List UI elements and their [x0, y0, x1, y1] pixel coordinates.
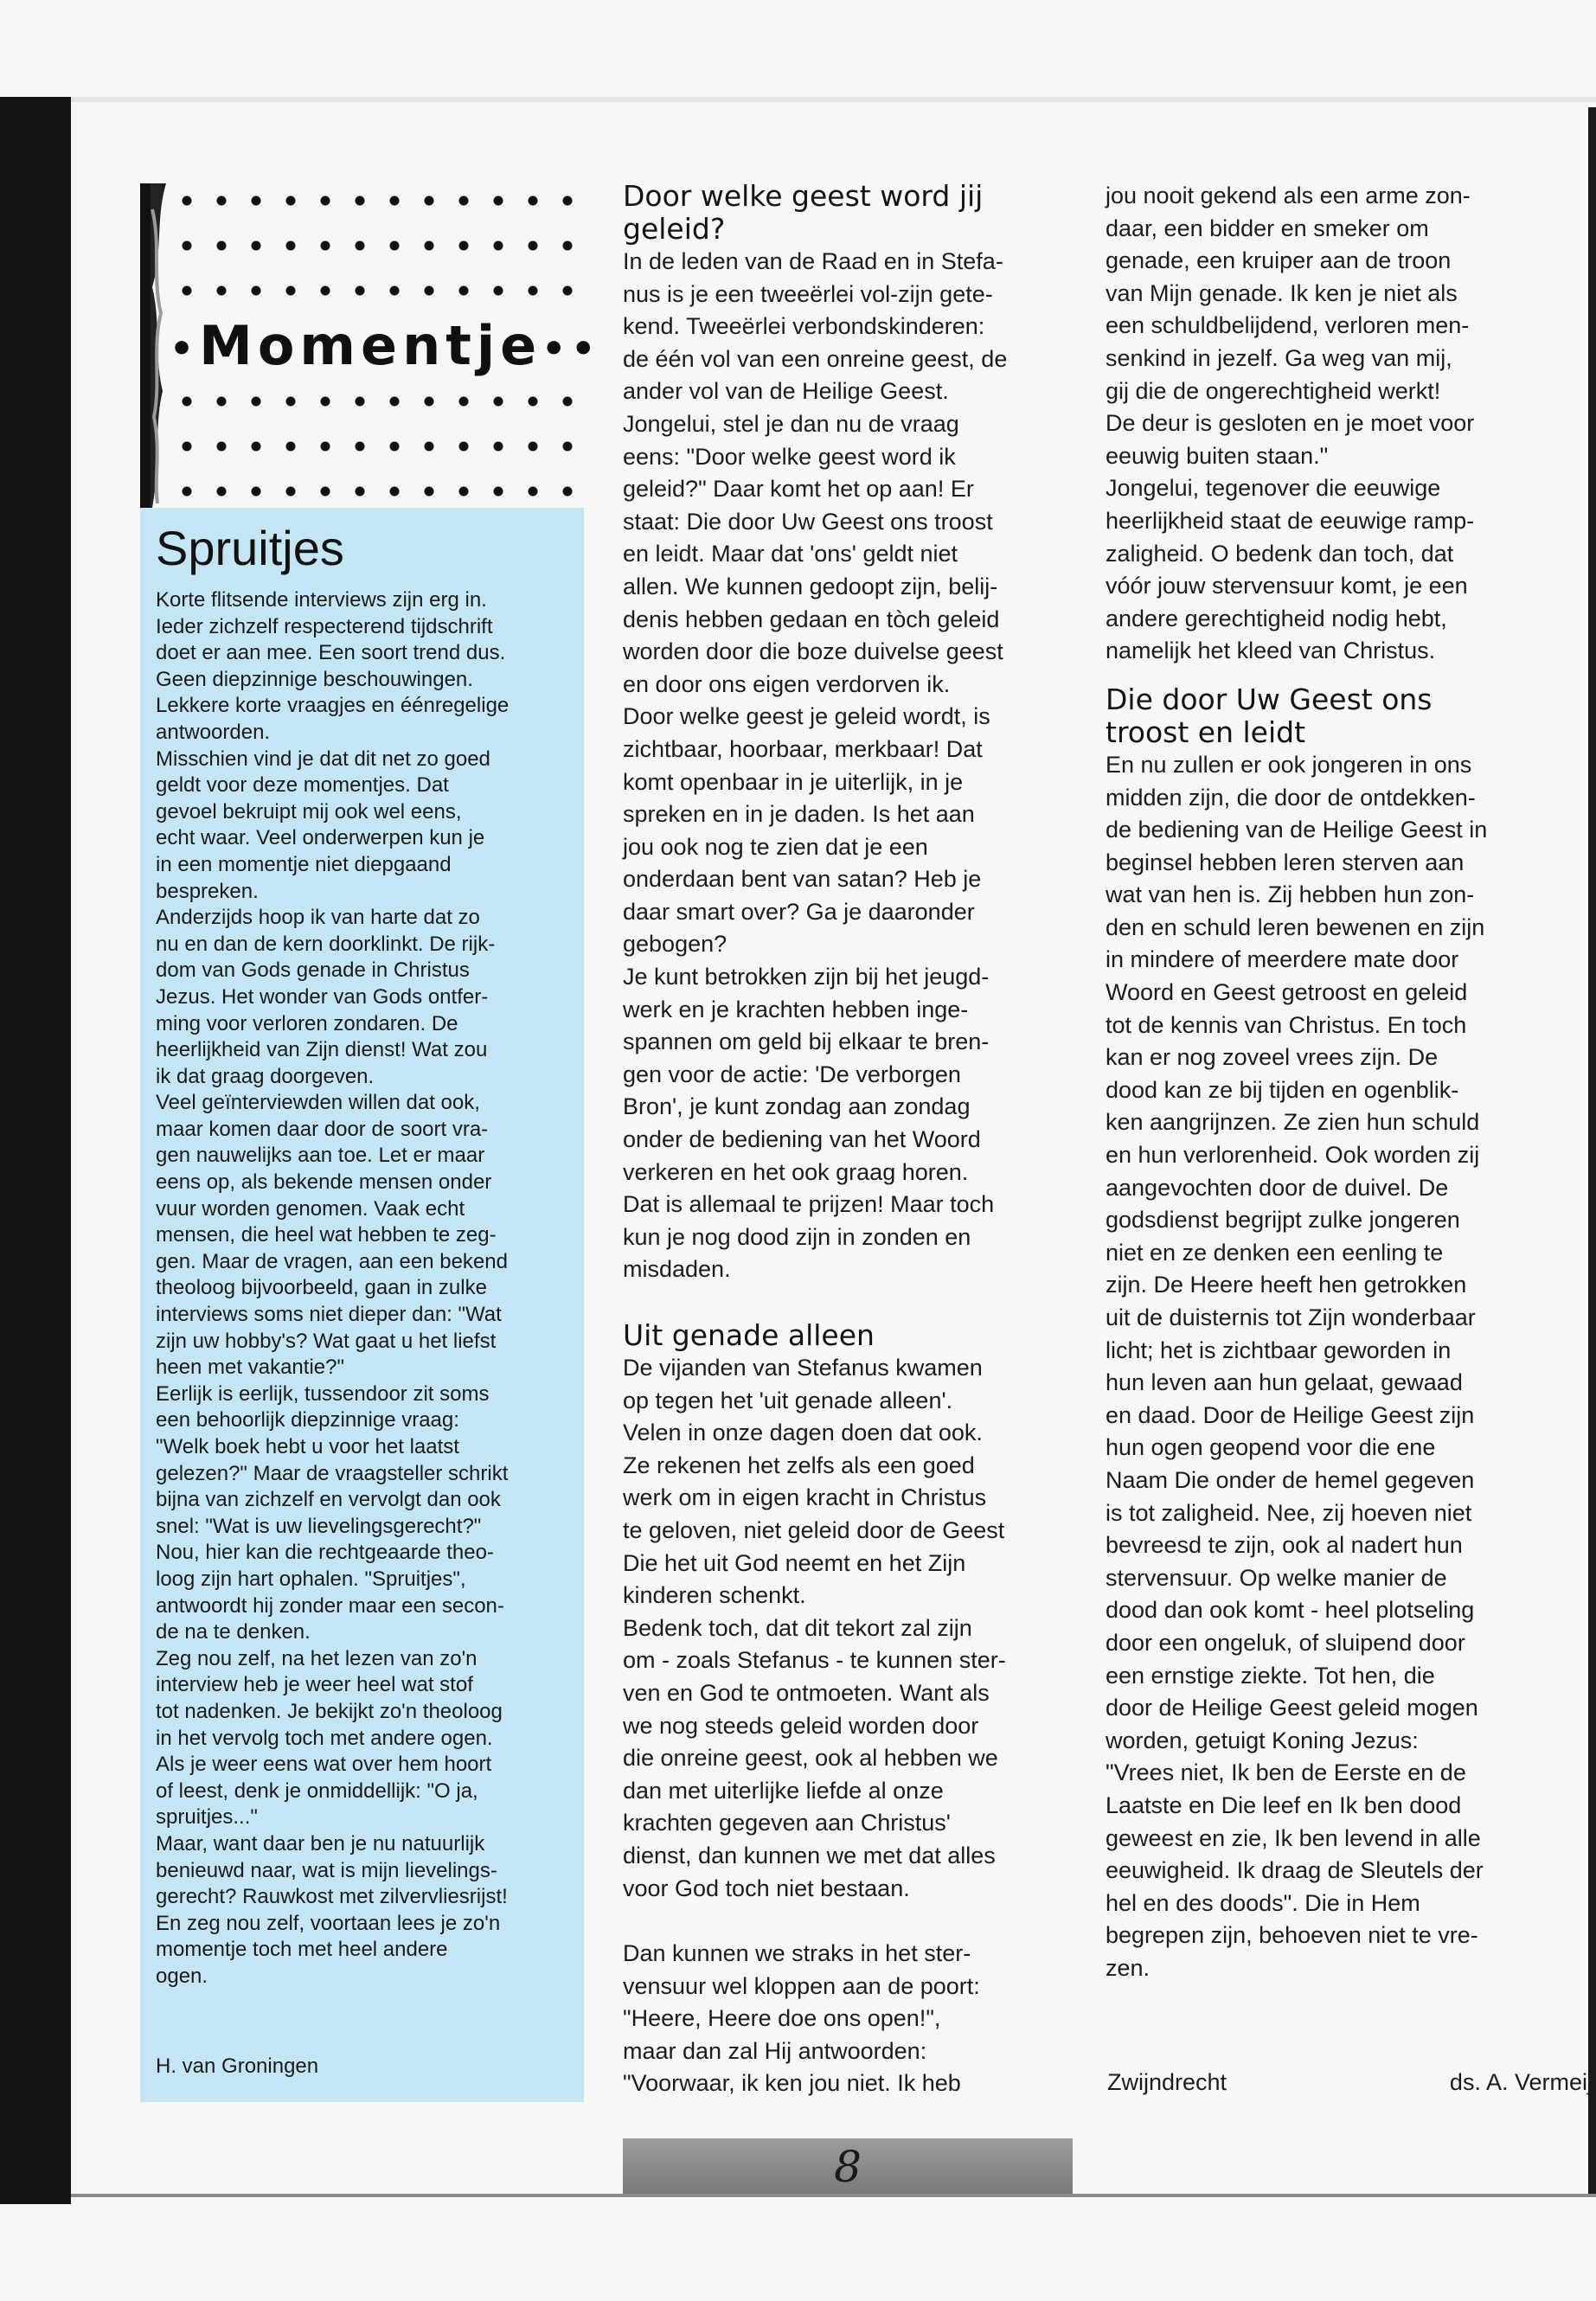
momentje-title: •Momentje••: [170, 314, 601, 377]
spruitjes-signature: H. van Groningen: [156, 2054, 319, 2078]
paragraph: Dan kunnen we straks in het ster- vensuur wel kloppen aan de poort: "Heere, Heere doe ons open!", maar dan zal Hij antwoorden: "Voorwaar, ik ken jou niet. Ik heb: [623, 1940, 980, 2097]
dot-row: [170, 273, 585, 308]
heading-uit-genade-alleen: Uit genade alleen: [623, 1318, 875, 1352]
spruitjes-box: [140, 508, 584, 2102]
paragraph: In de leden van de Raad en in Stefa- nus is je een tweeërlei vol-zijn gete- kend. Tweeërlei verbondskinderen: de één vol van een onreine geest, de ander vol van de Heilige Geest. Jongelui, stel je dan nu de vraag eens: "Door welke geest word ik geleid?" Daar komt het op aan! Er staat: Die door Uw Geest ons troost en leidt. Maar dat 'ons' geldt niet allen. We kunnen gedoopt zijn, belij- denis hebben gedaan en tòch geleid worden door die boze duivelse geest en door ons eigen verdorven ik. Door welke geest je geleid wordt, is zichtbaar, hoorbaar, merkbaar! Dat komt openbaar in je uiterlijk, in je spreken en in je daden. Is het aan jou ook nog te zien dat je een onderdaan bent van satan? Heb je daar smart over? Ga je daaronder gebogen? Je kunt betrokken zijn bij het jeugd- werk en je krachten hebben inge- spannen om geld bij elkaar te bren- gen voor de actie: 'De verborgen Bron', je kunt zondag aan zondag onder de bediening van het Woord verkeren en het ook graag horen. Dat is allemaal te prijzen! Maar toch kun je nog dood zijn in zonden en misdaden.: [623, 248, 1008, 1283]
dot-row: [170, 429, 585, 464]
momentje-header: [140, 183, 601, 508]
right-scan-edge: [1588, 107, 1596, 2197]
top-scan-edge: [71, 97, 1596, 102]
left-scan-edge: [0, 97, 71, 2204]
heading-door-welke-geest: Door welke geest word jij geleid?: [623, 179, 984, 246]
article-column-middle: [623, 180, 1073, 2100]
dot-row: [170, 183, 585, 218]
author-name: ds. A. Vermeij: [1449, 2069, 1593, 2095]
page-number: 8: [834, 2142, 862, 2192]
article-column-right: [1106, 180, 1555, 1984]
dot-row: [170, 384, 585, 419]
heading-die-door-uw-geest: Die door Uw Geest ons troost en leidt: [1106, 682, 1433, 749]
place-name: Zwijndrecht: [1107, 2069, 1227, 2095]
wave-bracket-icon: [140, 183, 166, 508]
spruitjes-body: Korte flitsende interviews zijn erg in. Ieder zichzelf respecterend tijdschrift doet er aan mee. Een soort trend dus. Geen diepzinnige beschouwingen. Lekkere korte vraagjes en éénregelige antwoorden. Misschien vind je dat dit net zo goed geldt voor deze momentjes. Dat gevoel bekruipt mij ook wel eens, echt waar. Veel onderwerpen kun je in een momentje niet diepgaand bespreken. Anderzijds hoop ik van harte dat zo nu en dan de kern doorklinkt. De rijk- dom van Gods genade in Christus Jezus. Het wonder van Gods ontfer- ming voor verloren zondaren. De heerlijkheid van Zijn dienst! Wat zou ik dat graag doorgeven. Veel geïnterviewden willen dat ook, maar komen daar door de soort vra- gen nauwelijks aan toe. Let er maar eens op, als bekende mensen onder vuur worden genomen. Vaak echt mensen, die heel wat hebben te zeg- gen. Maar de vragen, aan een bekend theoloog bijvoorbeeld, gaan in zulke interviews soms niet dieper dan: "Wat zijn uw hobby's? Wat gaat u het liefst heen met vakantie?" Eerlijk is eerlijk, tussendoor zit soms een behoorlijk diepzinnige vraag: "Welk boek hebt u voor het laatst gelezen?" Maar de vraagsteller schrikt bijna van zichzelf en vervolgt dan ook snel: "Wat is uw lievelingsgerecht?" Nou, hier kan die rechtgeaarde theo- loog zijn hart ophalen. "Spruitjes", antwoordt hij zonder maar een secon- de na te denken. Zeg nou zelf, na het lezen van zo'n interview heb je weer heel wat stof tot nadenken. Je bekijkt zo'n theoloog in het vervolg toch met andere ogen. Als je weer eens wat over hem hoort of leest, denk je onmiddellijk: "O ja, spruitjes..." Maar, want daar ben je nu natuurlijk benieuwd naar, wat is mijn lievelings- gerecht? Rauwkost met zilvervliesrijst! En zeg nou zelf, voortaan lees je zo'n momentje toch met heel andere ogen.: [156, 588, 510, 1988]
bottom-rule: [71, 2194, 1596, 2197]
dot-row: [170, 474, 585, 509]
spruitjes-title: Spruitjes: [156, 521, 344, 575]
paragraph: En nu zullen er ook jongeren in ons midden zijn, die door de ontdekken- de bediening van de Heilige Geest in beginsel hebben leren sterven aan wat van hen is. Zij hebben hun zon- den en schuld leren bewenen en zijn in mindere of meerdere mate door Woord en Geest getroost en geleid tot de kennis van Christus. En toch kan er nog zoveel vrees zijn. De dood kan ze bij tijden en ogenblik- ken aangrijnzen. Ze zien hun schuld en hun verlorenheid. Ook worden zij aangevochten door de duivel. De godsdienst begrijpt zulke jongeren niet en ze denken een eenling te zijn. De Heere heeft hen getrokken uit de duisternis tot Zijn wonderbaar licht; het is zichtbaar geworden in hun leven aan hun gelaat, gewaad en daad. Door de Heilige Geest zijn hun ogen geopend voor die ene Naam Die onder de hemel gegeven is tot zaligheid. Nee, zij hoeven niet bevreesd te zijn, ook al nadert hun stervensuur. Op welke manier de dood dan ook komt - heel plotseling door een ongeluk, of sluipend door een ernstige ziekte. Tot hen, die door de Heilige Geest geleid mogen worden, getuigt Koning Jezus: "Vrees niet, Ik ben de Eerste en de Laatste en Die leef en Ik ben dood geweest en zie, Ik ben levend in alle eeuwigheid. Ik draag de Sleutels der hel en des doods". Die in Hem begrepen zijn, behoeven niet te vre- zen.: [1106, 751, 1488, 1981]
dot-row: [170, 228, 585, 263]
paragraph: De vijanden van Stefanus kwamen op tegen het 'uit genade alleen'. Velen in onze dagen doen dat ook. Ze rekenen het zelfs als een goed werk om in eigen kracht in Christus te geloven, niet geleid door de Geest Die het uit God neemt en het Zijn kinderen schenkt. Bedenk toch, dat dit tekort zal zijn om - zoals Stefanus - te kunnen ster- ven en God te ontmoeten. Want als we nog steeds geleid worden door die onreine geest, ook al hebben we dan met uiterlijke liefde al onze krachten gegeven aan Christus' dienst, dan kunnen we met dat alles voor God toch niet bestaan.: [623, 1355, 1006, 1901]
paragraph: jou nooit gekend als een arme zon- daar, een bidder en smeker om genade, een kruiper aan de troon van Mijn genade. Ik ken je niet als een schuldbelijdend, verloren men- senkind in jezelf. Ga weg van mij, gij die de ongerechtigheid werkt! De deur is gesloten en je moet voor eeuwig buiten staan." Jongelui, tegenover die eeuwige heerlijkheid staat de eeuwige ramp- zaligheid. O bedenk dan toch, dat vóór jouw stervensuur komt, je een andere gerechtigheid nodig hebt, namelijk het kleed van Christus.: [1106, 183, 1475, 664]
page-number-bar: [623, 2138, 1073, 2194]
